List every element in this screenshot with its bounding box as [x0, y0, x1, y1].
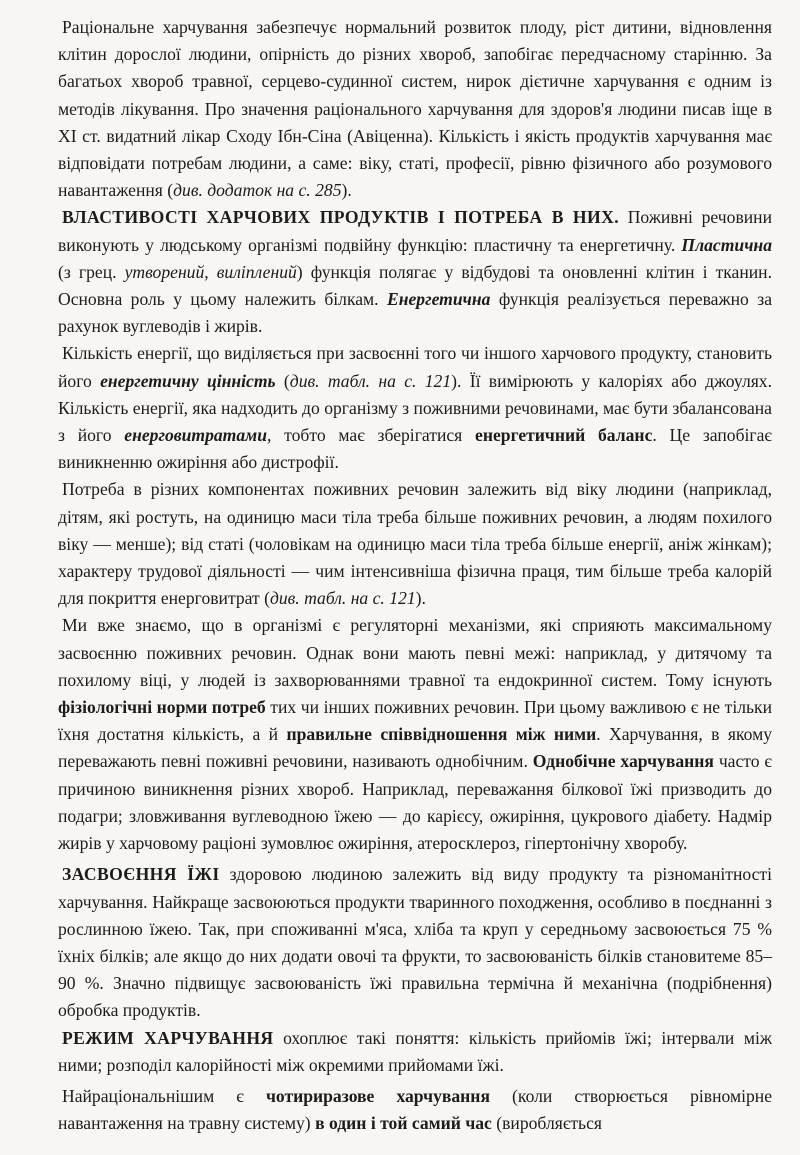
- text: Раціональне харчування забезпечує нормальний розвиток плоду, ріст дитини, відновлення клітин дорослої людини, опірність до різних хвороб, запобігає передчасному старінню. За багатьох хвороб травної, серцево-судинної систем, нирок дієтичне харчування є одним із методів лікування. Про значення раціонального харчування для здоров'я людини писав іще в XI ст. видатний лікар Сходу Ібн-Сіна (Авіценна). Кількість і якість продуктів харчування має відповідати потребам людини, а саме: віку, статі, професії, рівню фізичного або розумового навантаження (: [58, 17, 772, 201]
- text: часто є причиною виникнення різних хвороб. Наприклад, переважання білкової їжі призводить до подагри; зловживання вуглеводною їжею — до карієсу, ожиріння, цукрового діабету. Надмір жирів у харчовому раціоні зумовлює ожиріння, атеросклероз, гіпертонічну хворобу.: [58, 751, 772, 854]
- paragraph-regulation: [58, 612, 772, 857]
- section-heading: ВЛАСТИВОСТІ ХАРЧОВИХ ПРОДУКТІВ І ПОТРЕБА В НИХ.: [62, 207, 620, 228]
- paragraph-rational-nutrition: [58, 14, 772, 204]
- text: (: [275, 370, 290, 391]
- text: охоплює такі поняття: кількість прийомів їжі; інтервали між ними; розподіл калорійності між окремими прийомами їжі.: [58, 1027, 772, 1075]
- text: , тобто має зберігатися: [267, 425, 476, 446]
- term: енерговитратами: [124, 425, 267, 446]
- section-heading: РЕЖИМ ХАРЧУВАННЯ: [62, 1027, 274, 1048]
- text: ) функція полягає у відбудові та оновленні клітин і тканин. Основна роль у цьому належить білкам.: [58, 261, 772, 310]
- paragraph-energy-value: [58, 340, 772, 476]
- term: фізіологічні норми потреб: [58, 697, 266, 718]
- cross-reference: див. табл. на с. 121: [289, 370, 452, 391]
- text: Ми вже знаємо, що в організмі є регуляторні механізми, які сприяють максимальному засвоєнню поживних речовин. Однак вони мають певні межі: наприклад, у дитячому та похилому віці, у людей із захворюваннями травної та ендокринної систем. Тому існують: [58, 615, 772, 690]
- text: здоровою людиною залежить від виду продукту та різноманітності харчування. Найкраще засвоюються продукти тваринного походження, особливо в поєднанні з рослинною їжею. Так, при споживанні м'яса, хліба та круп у середньому засвоюється 75 % їхніх білків; але якщо до них додати овочі та фрукти, то засвоюваність білків становитеме 85–90 %. Значно підвищує засвоюваність їжі правильна термічна й механічна (подрібнення) обробка продуктів.: [58, 864, 773, 1021]
- text: . Це запобігає виникненню ожиріння або дистрофії.: [58, 425, 772, 473]
- cross-reference: див. табл. на с. 121: [269, 588, 416, 609]
- text: (виробляється: [491, 1113, 602, 1134]
- section-heading: ЗАСВОЄННЯ ЇЖІ: [62, 864, 220, 885]
- paragraph-four-meals: [58, 1083, 772, 1137]
- text: Найраціональнішим є: [62, 1085, 266, 1106]
- text: ).: [341, 180, 352, 201]
- text: Кількість енергії, що виділяється при засвоєнні того чи іншого харчового продукту, становить його: [58, 343, 772, 391]
- paragraph-food-properties: [58, 204, 772, 340]
- paragraph-nutrient-needs: [58, 476, 772, 612]
- gloss: утворений, виліплений: [124, 261, 297, 282]
- term: чотириразове харчування: [265, 1085, 490, 1106]
- term: в один і той самий час: [315, 1113, 492, 1134]
- term: Енергетична: [386, 289, 491, 310]
- term: Однобічне харчування: [532, 751, 714, 772]
- text: . Харчування, в якому переважають певні поживні речовини, називають однобічним.: [58, 724, 772, 772]
- cross-reference: див. додаток на с. 285: [173, 180, 342, 201]
- text: ). Її вимірюють у калоріях або джоулях. Кількість енергії, яка надходить до організму з поживними речовинами, має бути збалансована з його: [58, 370, 773, 446]
- text: функція реалізується переважно за рахунок вуглеводів і жирів.: [58, 289, 773, 337]
- paragraph-eating-regime: [58, 1025, 772, 1079]
- term: енергетичний баланс: [475, 425, 653, 446]
- text: (з грец.: [58, 261, 125, 282]
- term: енергетичну цінність: [100, 370, 276, 391]
- text: Поживні речовини виконують у людському організмі подвійну функцію: пластичну та енергетичну.: [58, 207, 772, 255]
- text: Потреба в різних компонентах поживних речовин залежить від віку людини (наприклад, дітям, які ростуть, на одиницю маси тіла треба більше поживних речовин, а людям похилого віку — менше); від статі (чоловікам на одиницю маси тіла треба більше енергії, аніж жінкам); характеру трудової діяльності — чим інтенсивніша фізична праця, тим більше треба калорій для покриття енерговитрат (: [58, 479, 772, 609]
- term: правильне співвідношення між ними: [286, 724, 597, 745]
- paragraph-food-absorption: [58, 861, 772, 1024]
- text: ).: [415, 588, 426, 609]
- term: Пластична: [681, 234, 772, 255]
- text: (коли створюється рівномірне навантаження на травну систему): [58, 1085, 772, 1134]
- text: тих чи інших поживних речовин. При цьому важливою є не тільки їхня достатня кількість, а й: [58, 697, 772, 745]
